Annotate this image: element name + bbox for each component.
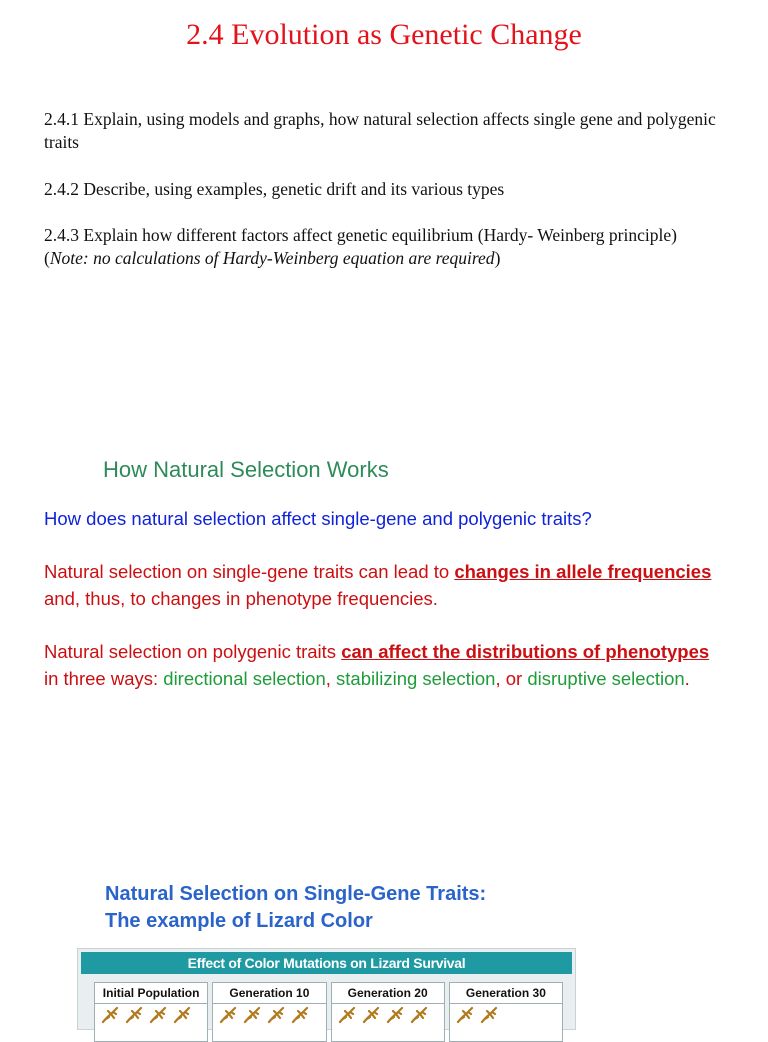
para2-middle: in three ways: [44, 668, 164, 689]
objective-1: 2.4.1 Explain, using models and graphs, how natural selection affects single gene and polygenic traits [44, 109, 716, 152]
lizard-icon [386, 1006, 406, 1024]
figure-title: Effect of Color Mutations on Lizard Survival [81, 952, 572, 974]
subsection-heading [105, 881, 486, 935]
lizard-icon [173, 1006, 193, 1024]
lizard-icon [410, 1006, 430, 1024]
objective-2: 2.4.2 Describe, using examples, genetic drift and its various types [44, 179, 505, 199]
lizard-icon [149, 1006, 169, 1024]
subsection-heading-line2: The example of Lizard Color [105, 910, 373, 932]
lizard-row [213, 1004, 325, 1026]
stabilizing-selection: stabilizing selection [336, 668, 496, 689]
lizard-icon [267, 1006, 287, 1024]
page-title: 2.4 Evolution as Genetic Change [186, 18, 582, 51]
lizard-row [450, 1004, 562, 1026]
para1-text: Natural selection on single-gene traits can lead to [44, 561, 455, 582]
column-generation-20 [331, 982, 445, 1042]
para2-emphasis: can affect the distributions of phenotypes [341, 641, 710, 662]
lizard-icon [219, 1006, 239, 1024]
paragraph-single-gene [44, 558, 724, 612]
column-generation-30 [449, 982, 563, 1042]
lizard-survival-figure [77, 948, 576, 1030]
column-generation-10 [212, 982, 326, 1042]
lizard-icon [243, 1006, 263, 1024]
objective-3 [44, 224, 724, 270]
para2-text: Natural selection on polygenic traits [44, 641, 342, 662]
column-label: Generation 20 [332, 983, 444, 1004]
lizard-icon [362, 1006, 382, 1024]
para2-end: . [684, 668, 690, 689]
para1-emphasis: changes in allele frequencies [454, 561, 712, 582]
subsection-heading-line1: Natural Selection on Single-Gene Traits: [105, 883, 487, 905]
lizard-icon [480, 1006, 500, 1024]
lizard-icon [456, 1006, 476, 1024]
section-question: How does natural selection affect single-gene and polygenic traits? [44, 508, 592, 529]
objective-3-text: 2.4.3 Explain how different factors affect genetic equilibrium (Hardy- Weinberg principle) ( [44, 225, 677, 268]
lizard-icon [338, 1006, 358, 1024]
para2-sep1: , [325, 668, 337, 689]
section-heading: How Natural Selection Works [103, 457, 389, 482]
column-label: Generation 30 [450, 983, 562, 1004]
column-label: Initial Population [95, 983, 207, 1004]
column-label: Generation 10 [213, 983, 325, 1004]
directional-selection: directional selection [163, 668, 326, 689]
figure-columns [94, 982, 563, 1042]
lizard-row [95, 1004, 207, 1026]
lizard-icon [291, 1006, 311, 1024]
disruptive-selection: disruptive selection [527, 668, 685, 689]
para1-end: and, thus, to changes in phenotype frequencies. [44, 588, 438, 609]
objective-3-note: Note: no calculations of Hardy-Weinberg equation are required [49, 248, 495, 268]
paragraph-polygenic [44, 638, 724, 692]
objective-3-close: ) [494, 248, 501, 268]
column-initial-population [94, 982, 208, 1042]
para2-sep2: , or [495, 668, 528, 689]
lizard-icon [101, 1006, 121, 1024]
lizard-row [332, 1004, 444, 1026]
lizard-icon [125, 1006, 145, 1024]
